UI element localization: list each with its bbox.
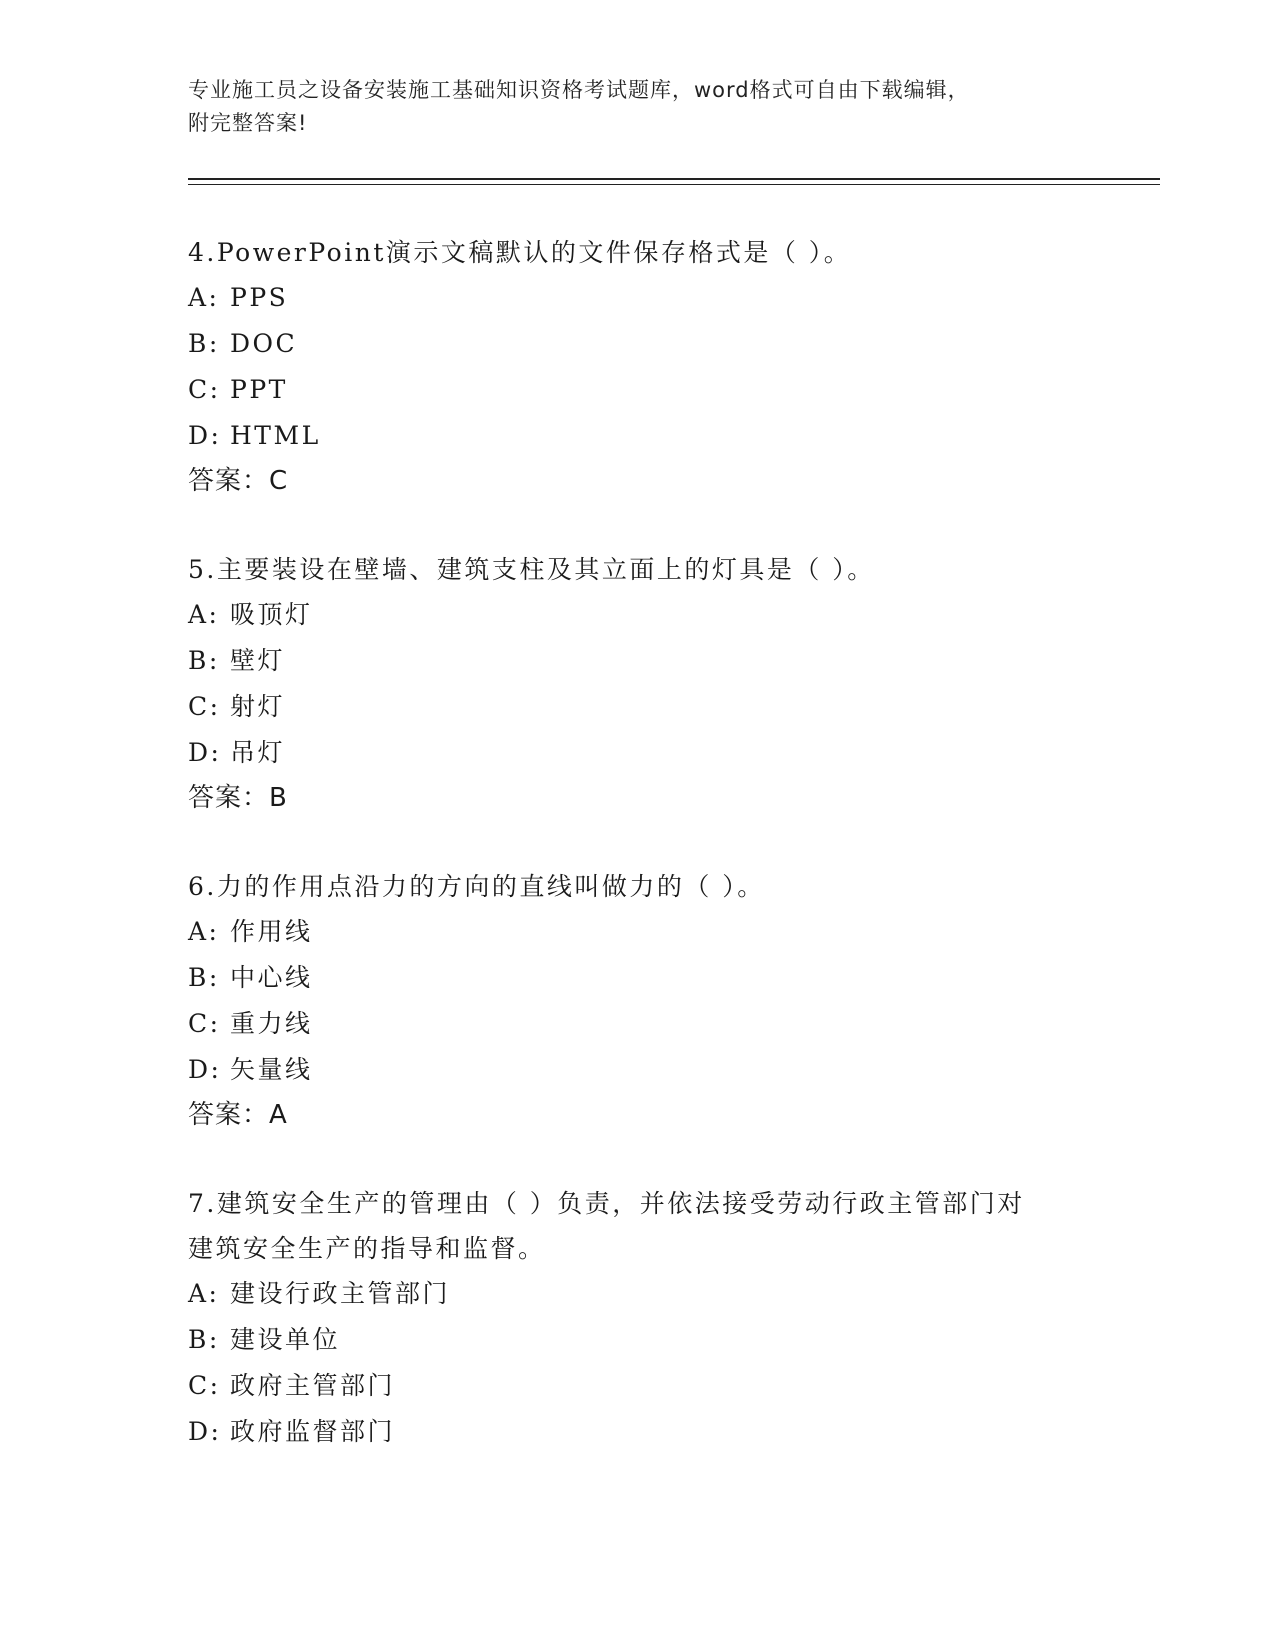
option-text: 建设单位 (230, 1325, 341, 1354)
option-text: HTML (230, 421, 321, 450)
option-letter: D: (188, 1417, 222, 1446)
option-text: 射灯 (230, 692, 286, 721)
option-letter: A: (188, 1279, 220, 1308)
question-6 (188, 864, 1088, 1137)
option-text: 吊灯 (230, 738, 286, 767)
option-d (188, 413, 1088, 459)
option-text: 中心线 (230, 963, 313, 992)
option-text: 作用线 (230, 917, 313, 946)
option-letter: B: (188, 646, 220, 675)
option-text: PPS (230, 283, 289, 312)
question-stem: 5.主要装设在壁墙、建筑支柱及其立面上的灯具是（ ）。 (188, 555, 875, 584)
option-d (188, 1409, 1088, 1455)
option-letter: D: (188, 421, 222, 450)
option-letter: A: (188, 283, 220, 312)
option-text: DOC (230, 329, 298, 358)
option-a (188, 1271, 1088, 1317)
option-text: 重力线 (230, 1009, 313, 1038)
option-text: 建设行政主管部门 (230, 1279, 451, 1308)
option-letter: A: (188, 600, 220, 629)
option-letter: B: (188, 963, 220, 992)
header-divider-thick (188, 178, 1160, 180)
option-text: PPT (230, 375, 288, 404)
option-b (188, 638, 1088, 684)
option-letter: C: (188, 692, 221, 721)
question-7 (188, 1181, 1088, 1455)
option-text: 政府主管部门 (230, 1371, 396, 1400)
option-letter: D: (188, 1055, 222, 1084)
option-b (188, 1317, 1088, 1363)
option-text: 吸顶灯 (230, 600, 313, 629)
option-b (188, 321, 1088, 367)
option-c (188, 367, 1088, 413)
option-letter: A: (188, 917, 220, 946)
option-text: 矢量线 (230, 1055, 313, 1084)
option-letter: D: (188, 738, 222, 767)
question-5 (188, 547, 1088, 820)
option-letter: B: (188, 329, 220, 358)
option-d (188, 730, 1088, 776)
answer: 答案：C (188, 466, 289, 496)
answer: 答案：A (188, 1100, 288, 1130)
option-letter: C: (188, 1009, 221, 1038)
option-a (188, 909, 1088, 955)
option-b (188, 955, 1088, 1001)
option-letter: C: (188, 1371, 221, 1400)
answer: 答案：B (188, 783, 288, 813)
header-line-2: 附完整答案! (188, 111, 308, 135)
header-divider-thin (188, 184, 1160, 185)
option-letter: C: (188, 375, 221, 404)
question-stem: 6.力的作用点沿力的方向的直线叫做力的（ ）。 (188, 872, 765, 901)
option-d (188, 1047, 1088, 1093)
option-text: 壁灯 (230, 646, 286, 675)
question-stem-line-1: 7.建筑安全生产的管理由（ ）负责，并依法接受劳动行政主管部门对 (188, 1189, 1025, 1218)
option-c (188, 684, 1088, 730)
question-stem: 4.PowerPoint演示文稿默认的文件保存格式是（ ）。 (188, 238, 852, 267)
option-a (188, 592, 1088, 638)
option-c (188, 1001, 1088, 1047)
document-header (188, 74, 1088, 140)
question-4 (188, 230, 1088, 503)
option-letter: B: (188, 1325, 220, 1354)
option-text: 政府监督部门 (230, 1417, 396, 1446)
header-line-1: 专业施工员之设备安装施工基础知识资格考试题库，word格式可自由下载编辑， (188, 78, 970, 102)
question-stem-line-2: 建筑安全生产的指导和监督。 (188, 1234, 546, 1263)
option-a (188, 275, 1088, 321)
option-c (188, 1363, 1088, 1409)
